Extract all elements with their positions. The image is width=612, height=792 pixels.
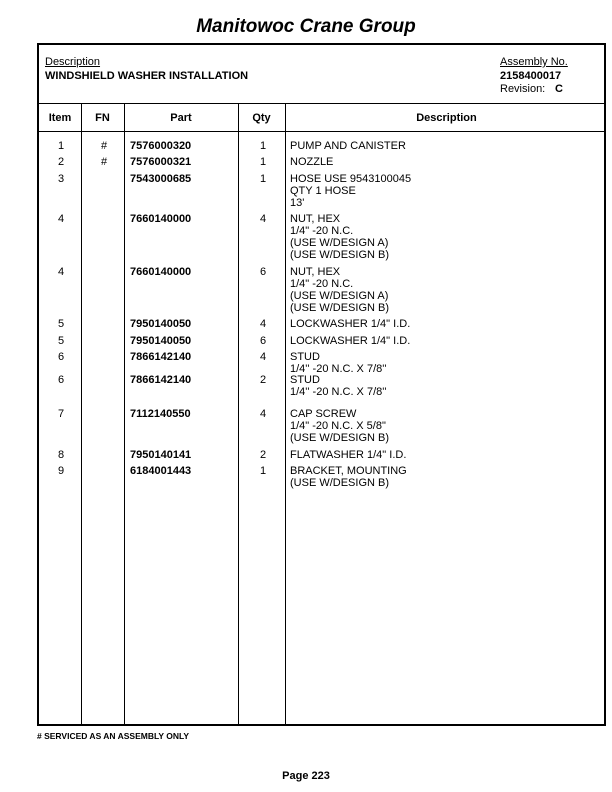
item-number: 3	[57, 173, 65, 185]
quantity: 2	[259, 374, 267, 386]
part-number: 7660140000	[130, 266, 192, 278]
description-line: (USE W/DESIGN B)	[290, 477, 390, 489]
column-header-fn: FN	[95, 112, 110, 124]
part-description	[290, 374, 386, 398]
part-number: 7660140000	[130, 213, 192, 225]
footnote: # SERVICED AS AN ASSEMBLY ONLY	[37, 731, 190, 741]
part-number: 7950140050	[130, 318, 192, 330]
quantity: 1	[259, 173, 267, 185]
item-number: 4	[57, 266, 65, 278]
description-line: LOCKWASHER 1/4" I.D.	[290, 318, 411, 330]
description-line: NUT, HEX	[290, 213, 341, 225]
column-divider	[238, 104, 239, 724]
column-header-part: Part	[170, 112, 192, 124]
fn-marker: #	[100, 156, 108, 168]
quantity: 1	[259, 465, 267, 477]
item-number: 9	[57, 465, 65, 477]
description-line: 1/4" -20 N.C.	[290, 225, 354, 237]
part-number: 6184001443	[130, 465, 192, 477]
item-number: 1	[57, 140, 65, 152]
part-description	[290, 140, 406, 152]
part-description	[290, 156, 333, 168]
part-description	[290, 408, 389, 444]
description-line: 1/4'' -20 N.C. X 7/8''	[290, 363, 387, 375]
part-description	[290, 335, 410, 347]
item-number: 6	[57, 374, 65, 386]
column-header-qty: Qty	[252, 112, 271, 124]
part-number: 7112140550	[130, 408, 191, 420]
description-line: (USE W/DESIGN A)	[290, 290, 389, 302]
description-line: (USE W/DESIGN B)	[290, 302, 390, 314]
description-line: BRACKET, MOUNTING	[290, 465, 407, 477]
part-description	[290, 213, 389, 261]
part-number: 7866142140	[130, 351, 192, 363]
part-description	[290, 173, 411, 209]
assembly-header	[39, 45, 604, 104]
item-number: 2	[57, 156, 65, 168]
quantity: 6	[259, 266, 267, 278]
description-line: (USE W/DESIGN B)	[290, 432, 390, 444]
revision-value: C	[555, 83, 563, 95]
quantity: 6	[259, 335, 267, 347]
part-description	[290, 465, 407, 489]
description-line: LOCKWASHER 1/4" I.D.	[290, 335, 411, 347]
column-divider	[124, 104, 125, 724]
page-number: Page 223	[282, 770, 330, 782]
part-number: 7543000685	[130, 173, 192, 185]
parts-list-frame	[37, 43, 606, 726]
quantity: 4	[259, 408, 267, 420]
description-line: PUMP AND CANISTER	[290, 140, 406, 152]
column-header-description: Description	[416, 112, 477, 124]
part-number: 7866142140	[130, 374, 192, 386]
quantity: 4	[259, 213, 267, 225]
part-number: 7950140050	[130, 335, 192, 347]
description-line: CAP SCREW	[290, 408, 357, 420]
description-line: (USE W/DESIGN A)	[290, 237, 389, 249]
part-description	[290, 449, 406, 461]
part-number: 7576000320	[130, 140, 192, 152]
description-line: FLATWASHER 1/4" I.D.	[290, 449, 407, 461]
part-number: 7576000321	[130, 156, 192, 168]
description-line: NOZZLE	[290, 156, 334, 168]
description-line: 1/4" -20 N.C.	[290, 278, 354, 290]
item-number: 6	[57, 351, 65, 363]
assembly-number-label: Assembly No.	[500, 56, 568, 68]
fn-marker: #	[100, 140, 108, 152]
quantity: 1	[259, 140, 267, 152]
item-number: 5	[57, 318, 65, 330]
column-header-item: Item	[48, 112, 72, 124]
description-line: 1/4" -20 N.C. X 5/8"	[290, 420, 386, 432]
quantity: 4	[259, 318, 267, 330]
description-line: QTY 1 HOSE	[290, 185, 356, 197]
quantity: 1	[259, 156, 267, 168]
part-description	[290, 318, 410, 330]
description-line: STUD	[290, 374, 320, 386]
part-description	[290, 351, 386, 375]
assembly-description: WINDSHIELD WASHER INSTALLATION	[45, 70, 249, 82]
quantity: 4	[259, 351, 267, 363]
assembly-number: 2158400017	[500, 70, 562, 82]
part-description	[290, 266, 389, 314]
item-number: 7	[57, 408, 65, 420]
document-title: Manitowoc Crane Group	[196, 16, 416, 37]
description-line: 1/4'' -20 N.C. X 7/8''	[290, 386, 387, 398]
item-number: 5	[57, 335, 65, 347]
revision-label: Revision:	[500, 83, 546, 95]
description-line: 13'	[290, 197, 305, 209]
part-number: 7950140141	[130, 449, 192, 461]
quantity: 2	[259, 449, 267, 461]
description-line: HOSE USE 9543100045	[290, 173, 412, 185]
description-line: NUT, HEX	[290, 266, 341, 278]
description-label: Description	[45, 56, 101, 68]
item-number: 8	[57, 449, 65, 461]
description-line: STUD	[290, 351, 320, 363]
description-line: (USE W/DESIGN B)	[290, 249, 390, 261]
item-number: 4	[57, 213, 65, 225]
